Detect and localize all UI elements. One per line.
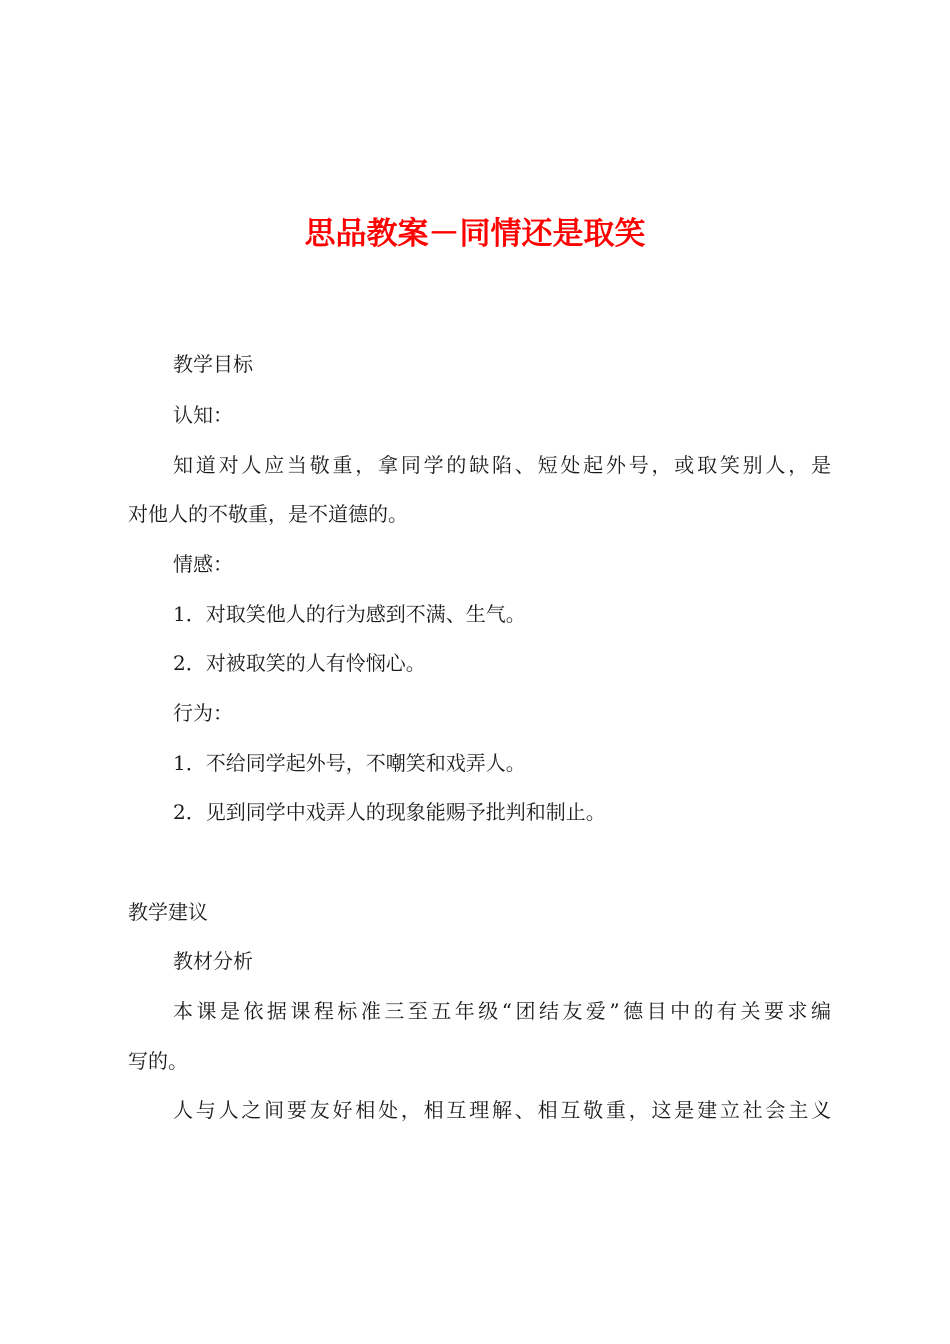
paragraph-analysis-line2: 写的。 xyxy=(128,1049,188,1073)
behavior-item-2: 2．见到同学中戏弄人的现象能赐予批判和制止。 xyxy=(173,800,606,824)
document-title: 思品教案－同情还是取笑 xyxy=(304,216,646,252)
behavior-item-1: 1．不给同学起外号，不嘲笑和戏弄人。 xyxy=(173,751,526,775)
paragraph-cognition-line1: 知道对人应当敬重，拿同学的缺陷、短处起外号，或取笑别人，是 xyxy=(173,453,831,477)
paragraph-analysis-line1: 本课是依据课程标准三至五年级“团结友爱”德目中的有关要求编 xyxy=(173,999,831,1023)
subheading-emotion: 情感： xyxy=(173,552,233,576)
emotion-item-1: 1．对取笑他人的行为感到不满、生气。 xyxy=(173,602,526,626)
subheading-cognition: 认知： xyxy=(173,403,233,427)
subheading-material-analysis: 教材分析 xyxy=(173,949,253,973)
paragraph-relations-line1: 人与人之间要友好相处，相互理解、相互敬重，这是建立社会主义 xyxy=(173,1098,831,1122)
heading-teaching-goals: 教学目标 xyxy=(173,352,253,376)
paragraph-cognition-line2: 对他人的不敬重，是不道德的。 xyxy=(128,502,408,526)
heading-teaching-suggestions: 教学建议 xyxy=(128,900,208,924)
subheading-behavior: 行为： xyxy=(173,701,233,725)
emotion-item-2: 2．对被取笑的人有怜悯心。 xyxy=(173,651,426,675)
